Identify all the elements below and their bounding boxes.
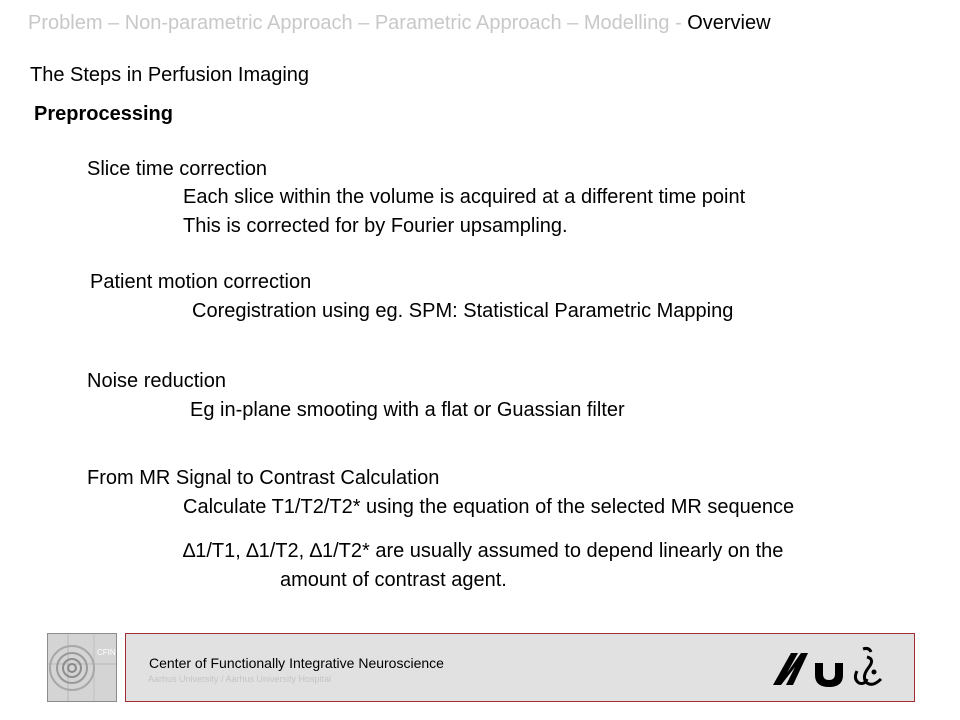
breadcrumb-path: Problem – Non-parametric Approach – Parametric Approach – Modelling - xyxy=(28,12,688,34)
footer-bar xyxy=(125,633,915,702)
breadcrumb-current: Overview xyxy=(687,12,771,34)
footer-subtitle: Aarhus University / Aarhus University Hospital xyxy=(148,674,332,684)
footer-title: Center of Functionally Integrative Neuroscience xyxy=(149,655,444,671)
item-contrast-line-1: Calculate T1/T2/T2* using the equation of the selected MR sequence xyxy=(183,496,795,518)
item-motion-title: Patient motion correction xyxy=(90,271,312,293)
item-contrast-line-3: amount of contrast agent. xyxy=(280,569,507,591)
item-contrast-line-2: ∆1/T1, ∆1/T2, ∆1/T2* are usually assumed to depend linearly on the xyxy=(183,540,784,562)
item-slice-time-title: Slice time correction xyxy=(87,158,268,180)
item-noise-title: Noise reduction xyxy=(87,370,226,392)
item-slice-time-line-2: This is corrected for by Fourier upsampling. xyxy=(183,215,568,237)
cfin-logo xyxy=(47,633,117,702)
item-noise-line-1: Eg in-plane smooting with a flat or Guassian filter xyxy=(190,399,625,421)
cfin-logo-text: CFIN xyxy=(97,648,116,657)
section-title: Preprocessing xyxy=(34,103,173,125)
item-motion-line-1: Coregistration using eg. SPM: Statistical Parametric Mapping xyxy=(192,300,734,322)
item-slice-time-line-1: Each slice within the volume is acquired at a different time point xyxy=(183,186,746,208)
item-contrast-title: From MR Signal to Contrast Calculation xyxy=(87,467,440,489)
slide-subtitle: The Steps in Perfusion Imaging xyxy=(30,64,310,86)
cfin-spiral-icon xyxy=(48,634,117,702)
aarhus-university-logo-icon xyxy=(771,645,886,689)
breadcrumb xyxy=(28,12,771,35)
